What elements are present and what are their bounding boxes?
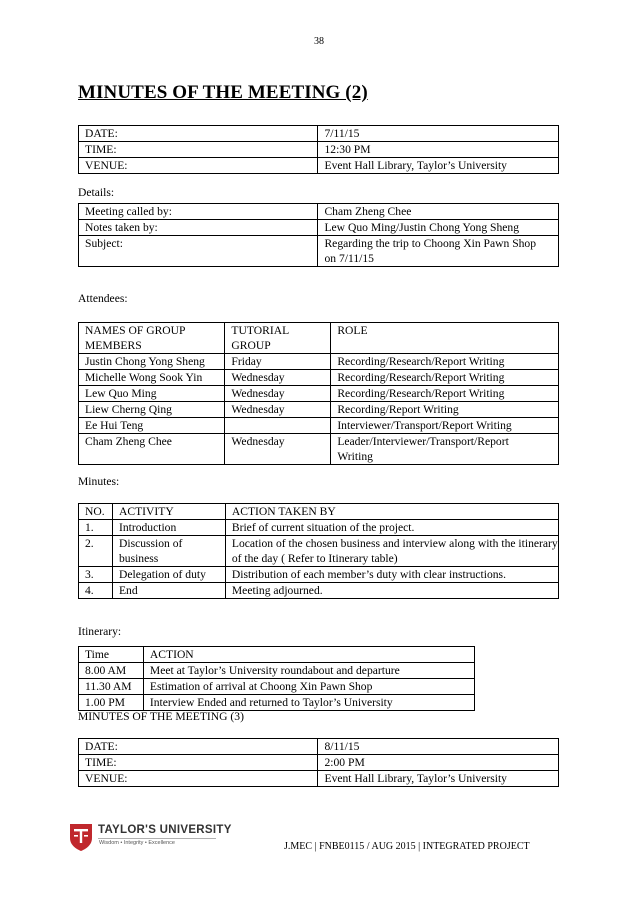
itinerary-time: 11.30 AM [79,679,144,695]
column-header: Time [79,647,144,663]
table-row [79,142,559,158]
university-logo [68,822,232,856]
table-row [79,354,559,370]
table-row [79,583,559,599]
attendee-name: Michelle Wong Sook Yin [79,370,225,386]
logo-divider [98,838,216,839]
column-header: ROLE [331,323,559,354]
attendee-name: Liew Cherng Qing [79,402,225,418]
attendee-name: Ee Hui Teng [79,418,225,434]
attendee-name: Justin Chong Yong Sheng [79,354,225,370]
column-header: NO. [79,504,113,520]
footer-text: J.MEC | FNBE0115 / AUG 2015 | INTEGRATED PROJECT [284,841,530,852]
attendee-group: Wednesday [225,402,331,418]
info-label: DATE: [79,126,318,142]
attendee-role: Interviewer/Transport/Report Writing [331,418,559,434]
table-row [79,402,559,418]
attendee-role: Recording/Research/Report Writing [331,370,559,386]
info-value: 8/11/15 [318,739,559,755]
table-row [79,386,559,402]
table-row [79,236,559,267]
minutes-action: Distribution of each member’s duty with clear instructions. [225,567,558,583]
table-row [79,536,559,567]
info-label: TIME: [79,142,318,158]
table-row [79,204,559,220]
attendee-role: Recording/Research/Report Writing [331,354,559,370]
minutes-no: 1. [79,520,113,536]
table-row [79,739,559,755]
column-header: TUTORIAL GROUP [225,323,331,354]
table-row [79,418,559,434]
table-row [79,370,559,386]
column-header: ACTION TAKEN BY [225,504,558,520]
minutes-activity: Delegation of duty [112,567,225,583]
itinerary-action: Meet at Taylor’s University roundabout and departure [143,663,474,679]
itinerary-time: 1.00 PM [79,695,144,711]
table-header-row [79,647,475,663]
details-label-cell: Notes taken by: [79,220,318,236]
table-row [79,663,475,679]
minutes-no: 3. [79,567,113,583]
table-row [79,520,559,536]
itinerary-action: Interview Ended and returned to Taylor’s University [143,695,474,711]
details-value-cell: Regarding the trip to Choong Xin Pawn Shop on 7/11/15 [318,236,559,267]
attendees-label: Attendees: [78,292,128,305]
info-value: Event Hall Library, Taylor’s University [318,771,559,787]
crest-icon [68,822,94,852]
next-minutes-title: MINUTES OF THE MEETING (3) [78,710,244,723]
minutes-action: Location of the chosen business and interview along with the itinerary of the day ( Refer to Itinerary table) [225,536,558,567]
info-label: TIME: [79,755,318,771]
table-header-row [79,504,559,520]
itinerary-action: Estimation of arrival at Choong Xin Pawn Shop [143,679,474,695]
attendees-table [78,322,559,465]
minutes-action: Meeting adjourned. [225,583,558,599]
info-value: Event Hall Library, Taylor’s University [318,158,559,174]
info-label: VENUE: [79,158,318,174]
column-header: ACTION [143,647,474,663]
info-value: 7/11/15 [318,126,559,142]
attendee-group: Friday [225,354,331,370]
attendee-group [225,418,331,434]
table-row [79,755,559,771]
column-header: NAMES OF GROUP MEMBERS [79,323,225,354]
minutes-label: Minutes: [78,475,120,488]
attendee-role: Recording/Research/Report Writing [331,386,559,402]
attendee-group: Wednesday [225,434,331,465]
minutes-action: Brief of current situation of the project. [225,520,558,536]
info-label: VENUE: [79,771,318,787]
page-title: MINUTES OF THE MEETING (2) [78,82,368,103]
minutes-no: 2. [79,536,113,567]
logo-name: TAYLOR'S UNIVERSITY [98,824,232,836]
attendee-role: Recording/Report Writing [331,402,559,418]
meeting-info-table [78,125,559,174]
table-row [79,695,475,711]
info-value: 12:30 PM [318,142,559,158]
details-value-cell: Cham Zheng Chee [318,204,559,220]
details-label-cell: Meeting called by: [79,204,318,220]
details-table [78,203,559,267]
info-value: 2:00 PM [318,755,559,771]
minutes-activity: Discussion of business [112,536,225,567]
table-row [79,434,559,465]
logo-tagline: Wisdom • Integrity • Excellence [99,840,175,846]
minutes-activity: Introduction [112,520,225,536]
attendee-name: Cham Zheng Chee [79,434,225,465]
table-header-row [79,323,559,354]
table-row [79,567,559,583]
itinerary-label: Itinerary: [78,625,122,638]
minutes-table [78,503,559,599]
attendee-group: Wednesday [225,386,331,402]
minutes-activity: End [112,583,225,599]
attendee-role: Leader/Interviewer/Transport/Report Writing [331,434,559,465]
attendee-name: Lew Quo Ming [79,386,225,402]
itinerary-time: 8.00 AM [79,663,144,679]
details-value-cell: Lew Quo Ming/Justin Chong Yong Sheng [318,220,559,236]
table-row [79,158,559,174]
table-row [79,126,559,142]
attendee-group: Wednesday [225,370,331,386]
next-meeting-info-table [78,738,559,787]
page-number: 38 [314,36,324,47]
table-row [79,679,475,695]
table-row [79,220,559,236]
itinerary-table [78,646,475,711]
details-label: Details: [78,186,115,199]
table-row [79,771,559,787]
details-label-cell: Subject: [79,236,318,267]
column-header: ACTIVITY [112,504,225,520]
minutes-no: 4. [79,583,113,599]
info-label: DATE: [79,739,318,755]
